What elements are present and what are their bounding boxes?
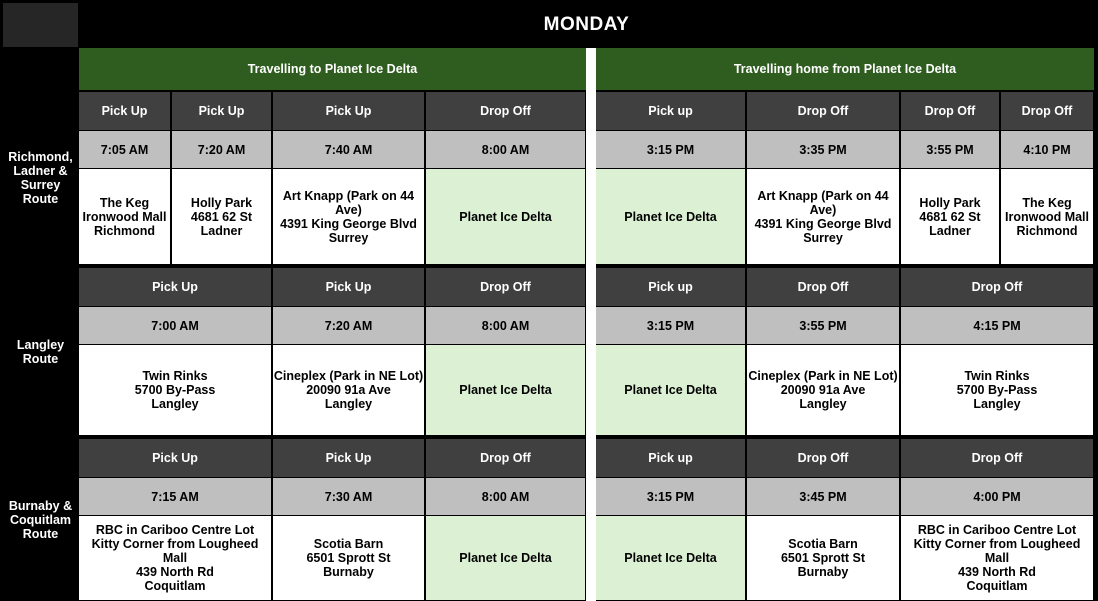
stop-time: 3:35 PM	[747, 131, 899, 168]
stop-location: Twin Rinks 5700 By-Pass Langley	[79, 345, 271, 435]
corner-cell	[3, 3, 78, 47]
column-head: Drop Off	[1001, 92, 1093, 130]
stop-time: 4:00 PM	[901, 478, 1093, 515]
column-head: Pick Up	[79, 92, 170, 130]
route-label: Richmond, Ladner & Surrey Route	[3, 92, 78, 264]
column-head: Pick Up	[273, 92, 424, 130]
stop-time: 3:15 PM	[596, 131, 745, 168]
column-head: Drop Off	[426, 92, 585, 130]
route-label: Burnaby & Coquitlam Route	[3, 439, 78, 600]
stop-location: Art Knapp (Park on 44 Ave) 4391 King George Blvd Surrey	[747, 169, 899, 264]
destination-cell: Planet Ice Delta	[596, 345, 745, 435]
stop-location: The Keg Ironwood Mall Richmond	[1001, 169, 1093, 264]
column-head: Pick up	[596, 439, 745, 477]
stop-time: 7:40 AM	[273, 131, 424, 168]
column-head: Drop Off	[901, 92, 999, 130]
stop-location: Twin Rinks 5700 By-Pass Langley	[901, 345, 1093, 435]
stop-location: Holly Park 4681 62 St Ladner	[172, 169, 271, 264]
section-from-header: Travelling home from Planet Ice Delta	[596, 48, 1094, 90]
destination-cell: Planet Ice Delta	[426, 345, 585, 435]
column-head: Drop Off	[747, 439, 899, 477]
column-head: Drop Off	[747, 92, 899, 130]
stop-time: 7:20 AM	[172, 131, 271, 168]
stop-time: 4:15 PM	[901, 307, 1093, 344]
stop-location: Cineplex (Park in NE Lot) 20090 91a Ave Langley	[273, 345, 424, 435]
stop-time: 3:45 PM	[747, 478, 899, 515]
section-divider	[586, 48, 596, 601]
stop-time: 3:15 PM	[596, 478, 745, 515]
stop-time: 7:30 AM	[273, 478, 424, 515]
stop-time: 7:20 AM	[273, 307, 424, 344]
stop-location: RBC in Cariboo Centre Lot Kitty Corner from Lougheed Mall 439 North Rd Coquitlam	[79, 516, 271, 600]
stop-time: 7:15 AM	[79, 478, 271, 515]
stop-time: 3:55 PM	[747, 307, 899, 344]
stop-time: 8:00 AM	[426, 478, 585, 515]
stop-location: Holly Park 4681 62 St Ladner	[901, 169, 999, 264]
destination-cell: Planet Ice Delta	[426, 516, 585, 600]
stop-time: 8:00 AM	[426, 131, 585, 168]
section-to-header: Travelling to Planet Ice Delta	[79, 48, 586, 90]
column-head: Pick Up	[273, 439, 424, 477]
stop-location: Scotia Barn 6501 Sprott St Burnaby	[273, 516, 424, 600]
column-head: Drop Off	[901, 268, 1093, 306]
destination-cell: Planet Ice Delta	[596, 516, 745, 600]
column-head: Drop Off	[747, 268, 899, 306]
column-head: Drop Off	[426, 268, 585, 306]
stop-location: Cineplex (Park in NE Lot) 20090 91a Ave Langley	[747, 345, 899, 435]
stop-time: 7:05 AM	[79, 131, 170, 168]
stop-time: 8:00 AM	[426, 307, 585, 344]
stop-time: 7:00 AM	[79, 307, 271, 344]
column-head: Pick Up	[172, 92, 271, 130]
column-head: Pick up	[596, 268, 745, 306]
destination-cell: Planet Ice Delta	[596, 169, 745, 264]
stop-time: 3:15 PM	[596, 307, 745, 344]
column-head: Pick up	[596, 92, 745, 130]
stop-location: Scotia Barn 6501 Sprott St Burnaby	[747, 516, 899, 600]
day-title: MONDAY	[79, 3, 1094, 47]
stop-location: The Keg Ironwood Mall Richmond	[79, 169, 170, 264]
route-label: Langley Route	[3, 268, 78, 435]
stop-time: 4:10 PM	[1001, 131, 1093, 168]
column-head: Pick Up	[273, 268, 424, 306]
column-head: Drop Off	[426, 439, 585, 477]
stop-location: RBC in Cariboo Centre Lot Kitty Corner from Lougheed Mall 439 North Rd Coquitlam	[901, 516, 1093, 600]
column-head: Pick Up	[79, 439, 271, 477]
column-head: Pick Up	[79, 268, 271, 306]
stop-location: Art Knapp (Park on 44 Ave) 4391 King George Blvd Surrey	[273, 169, 424, 264]
destination-cell: Planet Ice Delta	[426, 169, 585, 264]
column-head: Drop Off	[901, 439, 1093, 477]
stop-time: 3:55 PM	[901, 131, 999, 168]
